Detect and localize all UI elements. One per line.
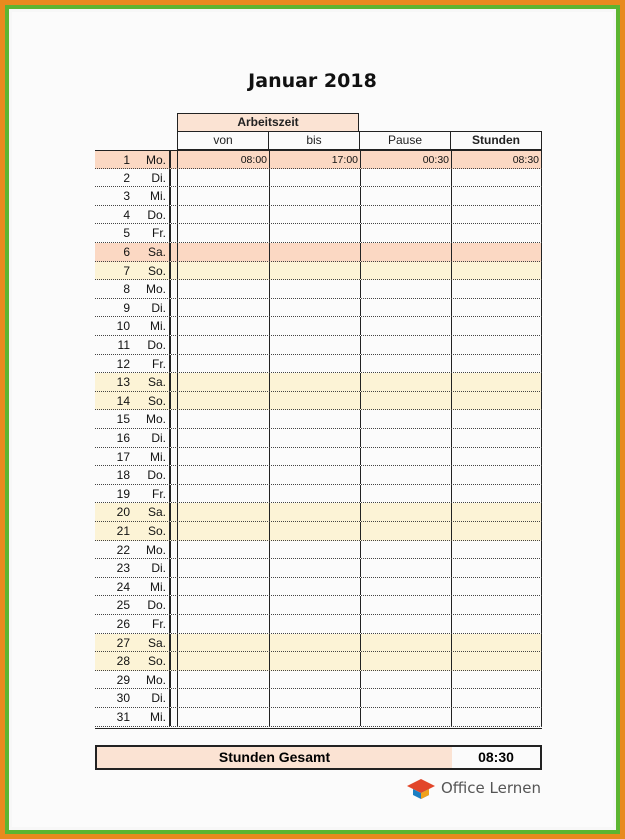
pause-cell[interactable]	[360, 671, 451, 689]
weekday: Mo.	[133, 151, 171, 168]
stunden-cell[interactable]	[451, 448, 542, 466]
von-cell[interactable]	[177, 466, 269, 484]
weekday: So.	[133, 262, 171, 280]
weekday: Mo.	[133, 410, 171, 428]
bis-cell[interactable]	[269, 410, 360, 428]
table-row	[95, 243, 542, 262]
weekday: Do.	[133, 596, 171, 614]
weekday: So.	[133, 652, 171, 670]
stunden-cell[interactable]	[451, 559, 542, 577]
stunden-cell[interactable]	[451, 541, 542, 559]
stunden-cell[interactable]	[451, 206, 542, 224]
day-number: 4	[123, 207, 130, 222]
von-cell[interactable]	[177, 429, 269, 447]
stunden-cell[interactable]	[451, 429, 542, 447]
pause-cell[interactable]	[360, 559, 451, 577]
bis-cell[interactable]	[269, 355, 360, 373]
table-row	[95, 708, 542, 727]
stunden-cell[interactable]	[451, 652, 542, 670]
von-cell[interactable]	[177, 280, 269, 298]
bis-cell[interactable]	[269, 448, 360, 466]
bis-cell[interactable]	[269, 578, 360, 596]
bis-cell[interactable]	[269, 336, 360, 354]
von-cell[interactable]	[177, 615, 269, 633]
bis-cell[interactable]	[269, 634, 360, 652]
weekday: Fr.	[133, 355, 171, 373]
office-lernen-logo	[405, 776, 565, 800]
von-cell[interactable]	[177, 224, 269, 242]
weekday: Fr.	[133, 485, 171, 503]
total-value: 08:30	[452, 747, 540, 768]
bis-cell[interactable]	[269, 169, 360, 187]
table-row	[95, 169, 542, 188]
day-number: 20	[116, 505, 130, 520]
stunden-cell[interactable]	[451, 336, 542, 354]
von-cell[interactable]	[177, 578, 269, 596]
table-row	[95, 410, 542, 429]
weekday: Do.	[133, 206, 171, 224]
day-number: 23	[116, 561, 130, 576]
pause-cell[interactable]	[360, 615, 451, 633]
day-number: 2	[123, 170, 130, 185]
total-label: Stunden Gesamt	[97, 747, 454, 768]
table-row	[95, 280, 542, 299]
von-cell[interactable]	[177, 541, 269, 559]
pause-cell[interactable]	[360, 689, 451, 707]
pause-cell[interactable]	[360, 262, 451, 280]
stunden-cell[interactable]	[451, 485, 542, 503]
header-stunden: Stunden	[450, 131, 542, 150]
table-row	[95, 652, 542, 671]
table-row	[95, 503, 542, 522]
table-row	[95, 578, 542, 597]
von-cell[interactable]	[177, 708, 269, 726]
pause-cell[interactable]	[360, 578, 451, 596]
table-row	[95, 336, 542, 355]
stunden-cell[interactable]	[451, 671, 542, 689]
von-cell[interactable]	[177, 596, 269, 614]
bis-cell[interactable]	[269, 559, 360, 577]
day-number: 13	[116, 375, 130, 390]
von-cell[interactable]	[177, 373, 269, 391]
pause-cell[interactable]	[360, 224, 451, 242]
table-row	[95, 466, 542, 485]
header-pause: Pause	[359, 131, 451, 150]
weekday: Di.	[133, 299, 171, 317]
von-cell[interactable]	[177, 652, 269, 670]
stunden-cell[interactable]	[451, 522, 542, 540]
bis-cell[interactable]	[269, 243, 360, 261]
day-number: 1	[123, 153, 130, 167]
stunden-cell[interactable]	[451, 708, 542, 726]
stunden-cell[interactable]	[451, 299, 542, 317]
table-row	[95, 187, 542, 206]
stunden-cell[interactable]	[451, 503, 542, 521]
table-row	[95, 299, 542, 318]
table-row	[95, 150, 542, 169]
table-row	[95, 373, 542, 392]
bis-cell[interactable]	[269, 596, 360, 614]
pause-cell[interactable]	[360, 373, 451, 391]
bis-cell[interactable]	[269, 541, 360, 559]
stunden-cell[interactable]: 08:30	[451, 151, 542, 168]
page-title: Januar 2018	[248, 70, 377, 92]
weekday: Sa.	[133, 243, 171, 261]
table-row	[95, 448, 542, 467]
weekday: Fr.	[133, 615, 171, 633]
table-row	[95, 689, 542, 708]
stunden-cell[interactable]	[451, 373, 542, 391]
pause-cell[interactable]	[360, 466, 451, 484]
von-cell[interactable]	[177, 559, 269, 577]
weekday: Mi.	[133, 187, 171, 205]
bis-cell[interactable]	[269, 280, 360, 298]
weekday: Di.	[133, 169, 171, 187]
pause-cell[interactable]	[360, 392, 451, 410]
von-cell[interactable]	[177, 522, 269, 540]
table-row	[95, 522, 542, 541]
von-cell[interactable]	[177, 634, 269, 652]
stunden-cell[interactable]	[451, 169, 542, 187]
von-cell[interactable]	[177, 485, 269, 503]
bis-cell[interactable]	[269, 317, 360, 335]
pause-cell[interactable]	[360, 634, 451, 652]
table-row	[95, 429, 542, 448]
bis-cell[interactable]	[269, 485, 360, 503]
pause-cell[interactable]	[360, 336, 451, 354]
table-row	[95, 541, 542, 560]
day-number: 8	[123, 282, 130, 297]
weekday: Mi.	[133, 578, 171, 596]
day-number: 19	[116, 486, 130, 501]
table-row	[95, 615, 542, 634]
pause-cell[interactable]	[360, 708, 451, 726]
weekday: Mo.	[133, 280, 171, 298]
bis-cell[interactable]	[269, 615, 360, 633]
day-number: 16	[116, 431, 130, 445]
day-number: 12	[116, 356, 130, 371]
pause-cell[interactable]	[360, 280, 451, 298]
weekday: Fr.	[133, 224, 171, 242]
von-cell[interactable]	[177, 317, 269, 335]
stunden-cell[interactable]	[451, 689, 542, 707]
bis-cell[interactable]: 17:00	[269, 151, 360, 168]
stunden-cell[interactable]	[451, 596, 542, 614]
table-row	[95, 596, 542, 615]
weekday: Di.	[133, 559, 171, 577]
stunden-cell[interactable]	[451, 317, 542, 335]
pause-cell[interactable]	[360, 522, 451, 540]
stunden-cell[interactable]	[451, 243, 542, 261]
table-row	[95, 262, 542, 281]
von-cell[interactable]	[177, 299, 269, 317]
weekday: Mo.	[133, 671, 171, 689]
stunden-cell[interactable]	[451, 280, 542, 298]
von-cell[interactable]	[177, 169, 269, 187]
table-row	[95, 317, 542, 336]
weekday: Do.	[133, 466, 171, 484]
stunden-cell[interactable]	[451, 392, 542, 410]
weekday: Mi.	[133, 708, 171, 726]
pause-cell[interactable]	[360, 541, 451, 559]
day-number: 9	[123, 300, 130, 315]
stunden-cell[interactable]	[451, 634, 542, 652]
day-number: 3	[123, 189, 130, 204]
day-number: 29	[116, 672, 130, 687]
stunden-cell[interactable]	[451, 224, 542, 242]
weekday: So.	[133, 522, 171, 540]
table-bottom-border	[95, 728, 542, 729]
stunden-cell[interactable]	[451, 615, 542, 633]
day-number: 26	[116, 617, 130, 631]
von-cell[interactable]	[177, 243, 269, 261]
header-bis: bis	[268, 131, 360, 150]
von-cell[interactable]	[177, 410, 269, 428]
von-cell[interactable]	[177, 355, 269, 373]
day-number: 14	[116, 393, 130, 408]
weekday: Di.	[133, 689, 171, 707]
day-number: 25	[116, 598, 130, 613]
bis-cell[interactable]	[269, 392, 360, 410]
day-number: 30	[116, 691, 130, 706]
stunden-cell[interactable]	[451, 262, 542, 280]
total-bar	[95, 745, 542, 770]
bis-cell[interactable]	[269, 429, 360, 447]
pause-cell[interactable]	[360, 503, 451, 521]
stunden-cell[interactable]	[451, 466, 542, 484]
bis-cell[interactable]	[269, 522, 360, 540]
weekday: Mo.	[133, 541, 171, 559]
bis-cell[interactable]	[269, 187, 360, 205]
von-cell[interactable]	[177, 262, 269, 280]
table-row	[95, 392, 542, 411]
day-number: 18	[116, 468, 130, 483]
day-number: 17	[116, 449, 130, 464]
table-row	[95, 671, 542, 690]
pause-cell[interactable]	[360, 429, 451, 447]
bis-cell[interactable]	[269, 224, 360, 242]
day-number: 7	[123, 263, 130, 278]
day-number: 27	[116, 635, 130, 650]
bis-cell[interactable]	[269, 652, 360, 670]
pause-cell[interactable]	[360, 485, 451, 503]
table-row	[95, 634, 542, 653]
day-number: 22	[116, 542, 130, 557]
pause-cell[interactable]	[360, 187, 451, 205]
graduation-cap-icon	[405, 776, 437, 800]
day-number: 10	[116, 319, 130, 334]
table-row	[95, 485, 542, 504]
day-number: 31	[116, 710, 130, 724]
stunden-cell[interactable]	[451, 355, 542, 373]
weekday: Sa.	[133, 634, 171, 652]
bis-cell[interactable]	[269, 503, 360, 521]
pause-cell[interactable]: 00:30	[360, 151, 451, 168]
stunden-cell[interactable]	[451, 410, 542, 428]
header-arbeitszeit: Arbeitszeit	[177, 113, 359, 132]
von-cell[interactable]	[177, 187, 269, 205]
day-number: 5	[123, 226, 130, 241]
pause-cell[interactable]	[360, 243, 451, 261]
day-number: 28	[116, 654, 130, 669]
logo-text: Office Lernen	[441, 779, 542, 797]
bis-cell[interactable]	[269, 671, 360, 689]
weekday: Mi.	[133, 448, 171, 466]
table-row	[95, 206, 542, 225]
von-cell[interactable]	[177, 392, 269, 410]
weekday: Do.	[133, 336, 171, 354]
table-row	[95, 224, 542, 243]
von-cell[interactable]: 08:00	[177, 151, 269, 168]
von-cell[interactable]	[177, 206, 269, 224]
day-number: 15	[116, 412, 130, 427]
table-row	[95, 559, 542, 578]
bis-cell[interactable]	[269, 708, 360, 726]
pause-cell[interactable]	[360, 652, 451, 670]
pause-cell[interactable]	[360, 317, 451, 335]
weekday: Di.	[133, 429, 171, 447]
pause-cell[interactable]	[360, 299, 451, 317]
header-von: von	[177, 131, 269, 150]
bis-cell[interactable]	[269, 689, 360, 707]
weekday: Mi.	[133, 317, 171, 335]
pause-cell[interactable]	[360, 448, 451, 466]
stunden-cell[interactable]	[451, 187, 542, 205]
day-number: 24	[116, 579, 130, 594]
bis-cell[interactable]	[269, 262, 360, 280]
von-cell[interactable]	[177, 336, 269, 354]
stunden-cell[interactable]	[451, 578, 542, 596]
bis-cell[interactable]	[269, 299, 360, 317]
pause-cell[interactable]	[360, 169, 451, 187]
bis-cell[interactable]	[269, 373, 360, 391]
weekday: Sa.	[133, 503, 171, 521]
day-number: 6	[123, 245, 130, 259]
von-cell[interactable]	[177, 448, 269, 466]
pause-cell[interactable]	[360, 355, 451, 373]
weekday: Sa.	[133, 373, 171, 391]
weekday: So.	[133, 392, 171, 410]
bis-cell[interactable]	[269, 466, 360, 484]
pause-cell[interactable]	[360, 410, 451, 428]
pause-cell[interactable]	[360, 596, 451, 614]
day-number: 11	[117, 338, 130, 352]
von-cell[interactable]	[177, 503, 269, 521]
day-number: 21	[116, 524, 130, 538]
bis-cell[interactable]	[269, 206, 360, 224]
von-cell[interactable]	[177, 689, 269, 707]
pause-cell[interactable]	[360, 206, 451, 224]
von-cell[interactable]	[177, 671, 269, 689]
table-row	[95, 355, 542, 374]
